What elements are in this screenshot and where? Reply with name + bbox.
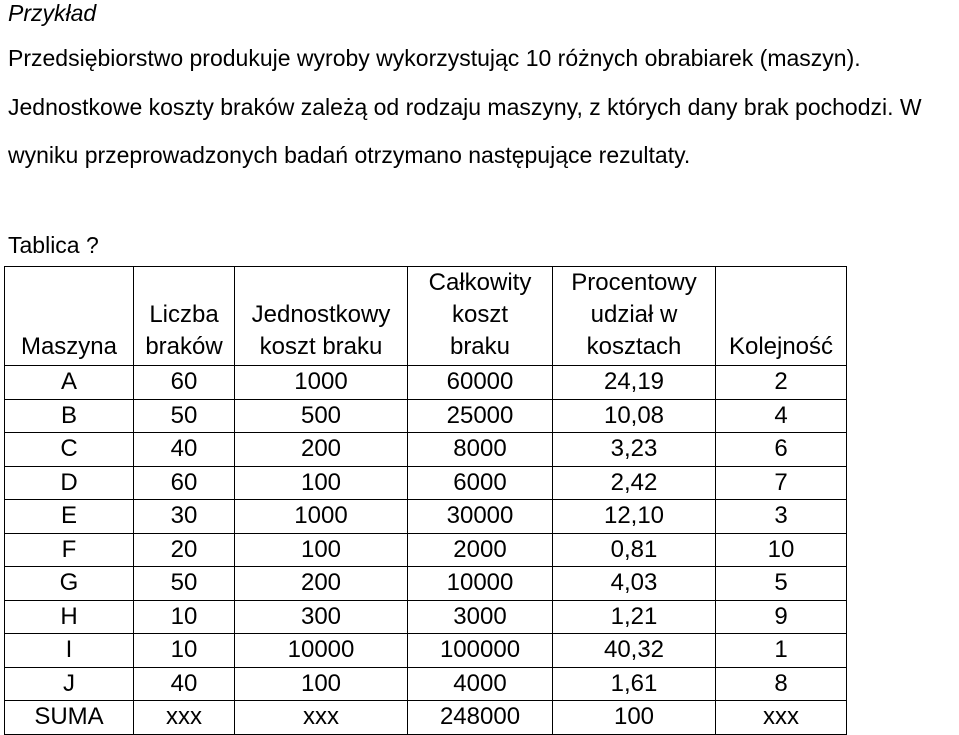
column-header-line: Jednostkowy: [251, 301, 391, 328]
table-cell: 4: [716, 399, 847, 433]
table-cell: 40: [134, 667, 235, 701]
table-cell: 50: [134, 567, 235, 601]
table-cell: 10000: [408, 567, 553, 601]
table-row: [5, 500, 847, 534]
table-header: [5, 267, 847, 366]
table-row: [5, 366, 847, 400]
column-header: [408, 267, 553, 366]
table-cell: 8: [716, 667, 847, 701]
table-header-row: [5, 267, 847, 366]
table-cell: 248000: [408, 701, 553, 735]
column-header: [134, 267, 235, 366]
table-cell: 100: [235, 466, 408, 500]
table-cell: 100: [235, 533, 408, 567]
table-cell: 10: [134, 600, 235, 634]
table-cell: I: [5, 634, 134, 668]
column-header-line: Maszyna: [20, 333, 118, 360]
table-cell: 50: [134, 399, 235, 433]
costs-table: [4, 266, 847, 735]
table-cell: 60: [134, 366, 235, 400]
table-cell: 2,42: [553, 466, 716, 500]
example-title: Przykład: [8, 0, 97, 26]
table-cell: xxx: [235, 701, 408, 735]
column-header-line: koszt: [451, 301, 508, 328]
table-cell: D: [5, 466, 134, 500]
table-cell: 6000: [408, 466, 553, 500]
table-cell: A: [5, 366, 134, 400]
table-cell: 1,21: [553, 600, 716, 634]
table-cell: 3,23: [553, 433, 716, 467]
table-cell: 2000: [408, 533, 553, 567]
table-cell: 40: [134, 433, 235, 467]
column-header-line: udział w: [590, 301, 678, 328]
table-cell: 2: [716, 366, 847, 400]
table-cell: 60: [134, 466, 235, 500]
table-cell: 7: [716, 466, 847, 500]
table-cell: B: [5, 399, 134, 433]
table-cell: 200: [235, 567, 408, 601]
table-cell: E: [5, 500, 134, 534]
table-cell: 100: [553, 701, 716, 735]
table-cell: 0,81: [553, 533, 716, 567]
table-cell: 9: [716, 600, 847, 634]
table-cell: 10: [716, 533, 847, 567]
table-cell: J: [5, 667, 134, 701]
table-cell: xxx: [716, 701, 847, 735]
table-cell: 100: [235, 667, 408, 701]
table-cell: 10,08: [553, 399, 716, 433]
table-cell: 4000: [408, 667, 553, 701]
table-cell: 12,10: [553, 500, 716, 534]
table-row: [5, 399, 847, 433]
table-cell: 20: [134, 533, 235, 567]
column-header: [235, 267, 408, 366]
column-header-line: kosztach: [586, 333, 682, 360]
table-cell: H: [5, 600, 134, 634]
table-cell: 1000: [235, 500, 408, 534]
table-cell: G: [5, 567, 134, 601]
table-cell: 10000: [235, 634, 408, 668]
column-header-line: Kolejność: [728, 333, 834, 360]
table-cell: 8000: [408, 433, 553, 467]
column-header: [716, 267, 847, 366]
problem-paragraph: Przedsiębiorstwo produkuje wyroby wykorzystując 10 różnych obrabiarek (maszyn). Jednostkowe koszty braków zależą od rodzaju maszyny, z których dany brak pochodzi. W wyniku przeprowadzonych badań otrzymano następujące rezultaty.: [8, 45, 922, 168]
table-cell: 30: [134, 500, 235, 534]
column-header: [5, 267, 134, 366]
table-row: [5, 533, 847, 567]
column-header-line: braku: [449, 333, 511, 360]
table-row: [5, 567, 847, 601]
table-row: [5, 634, 847, 668]
table-cell: 4,03: [553, 567, 716, 601]
table-cell: 10: [134, 634, 235, 668]
table-cell: 1000: [235, 366, 408, 400]
column-header-line: Liczba: [149, 301, 219, 328]
table-row: [5, 600, 847, 634]
table-cell: 24,19: [553, 366, 716, 400]
table-cell: F: [5, 533, 134, 567]
table-cell: 3000: [408, 600, 553, 634]
table-cell: 500: [235, 399, 408, 433]
table-cell: 30000: [408, 500, 553, 534]
table-cell: 6: [716, 433, 847, 467]
column-header-line: Całkowity: [428, 269, 532, 296]
column-header-line: koszt braku: [259, 333, 383, 360]
table-row: [5, 433, 847, 467]
column-header-line: Procentowy: [571, 269, 697, 296]
table-cell: 25000: [408, 399, 553, 433]
table-cell: 3: [716, 500, 847, 534]
table-cell: 200: [235, 433, 408, 467]
table-row: [5, 466, 847, 500]
table-cell: 1: [716, 634, 847, 668]
table-cell: 5: [716, 567, 847, 601]
table-body: [5, 366, 847, 735]
table-cell: C: [5, 433, 134, 467]
table-cell: 300: [235, 600, 408, 634]
table-total-row: [5, 701, 847, 735]
table-cell: 40,32: [553, 634, 716, 668]
column-header: [553, 267, 716, 366]
table-caption: Tablica ?: [8, 232, 99, 258]
table-cell: 60000: [408, 366, 553, 400]
table-cell: SUMA: [5, 701, 134, 735]
table-cell: xxx: [134, 701, 235, 735]
column-header-line: braków: [145, 333, 223, 360]
table-cell: 100000: [408, 634, 553, 668]
table-cell: 1,61: [553, 667, 716, 701]
table-row: [5, 667, 847, 701]
